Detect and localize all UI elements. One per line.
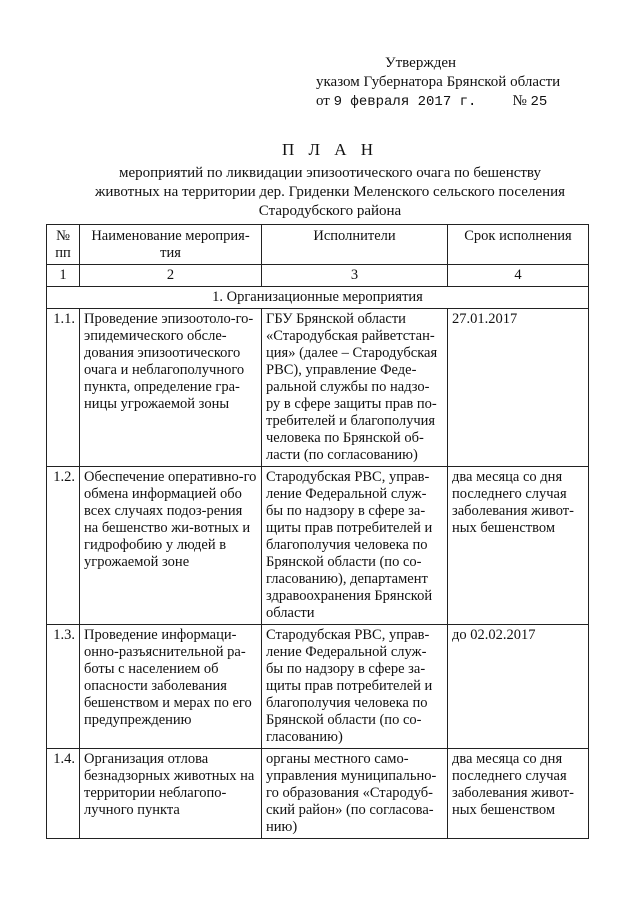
row-executors: ГБУ Брянской области «Стародубская райветстан-ция» (далее – Стародубская РВС), управление Феде-ральной службы по надзо-ру в сфере защиты прав по-требителей и благополучия человека по Брянской об-ласти (по согласованию) xyxy=(262,309,448,467)
table-header-row xyxy=(47,225,589,265)
column-number-row xyxy=(47,265,589,287)
section-row xyxy=(47,287,589,309)
table-row xyxy=(47,309,589,467)
date-prefix: от xyxy=(316,93,330,109)
row-measure: Проведение эпизоотоло-го-эпидемического обсле-дования эпизоотического очага и неблагополучного пункта, определение гра-ницы угрожаемой зоны xyxy=(80,309,262,467)
row-executors: Стародубская РВС, управ-ление Федеральной служ-бы по надзору в сфере за-щиты прав потребителей и благополучия человека по Брянской области (по со-гласованию), департамент здравоохранения Брянской области xyxy=(262,467,448,625)
subtitle-line: мероприятий по ликвидации эпизоотического очага по бешенству xyxy=(118,165,542,181)
document-title-block xyxy=(40,140,620,221)
header-name: Наименование мероприя-тия xyxy=(80,225,262,265)
row-measure: Обеспечение оперативно-го обмена информацией обо всех случаях подоз-рения на бешенство жи-вотных и гидрофобию у людей в угрожаемой зоне xyxy=(80,467,262,625)
row-measure: Организация отлова безнадзорных животных на территории неблагопо-лучного пункта xyxy=(80,749,262,839)
row-number: 1.1. xyxy=(47,309,80,467)
date-line xyxy=(300,92,630,112)
table-row xyxy=(47,749,589,839)
approved-label: Утвержден xyxy=(385,55,457,71)
column-number: 1 xyxy=(47,265,80,287)
plan-table xyxy=(46,224,589,839)
subtitle-line: Стародубского района xyxy=(258,203,402,219)
column-number: 3 xyxy=(262,265,448,287)
table-row xyxy=(47,467,589,625)
row-number: 1.4. xyxy=(47,749,80,839)
document-title: П Л А Н xyxy=(281,140,379,159)
header-number: № пп xyxy=(47,225,80,265)
decree-line: указом Губернатора Брянской области xyxy=(316,74,561,90)
row-deadline: 27.01.2017 xyxy=(448,309,589,467)
row-executors: Стародубская РВС, управ-ление Федеральной служ-бы по надзору в сфере за-щиты прав потребителей и благополучия человека по Брянской области (по со-гласованию) xyxy=(262,625,448,749)
row-measure: Проведение информаци-онно-разъяснительной ра-боты с населением об опасности заболевания бешенством и мерах по его предупреждению xyxy=(80,625,262,749)
row-number: 1.3. xyxy=(47,625,80,749)
row-deadline: два месяца со дня последнего случая заболевания живот-ных бешенством xyxy=(448,467,589,625)
header-executors: Исполнители xyxy=(262,225,448,265)
decree-number: 25 xyxy=(530,94,548,110)
decree-date: 9 февраля 2017 г. xyxy=(333,94,477,110)
column-number: 2 xyxy=(80,265,262,287)
row-deadline: два месяца со дня последнего случая заболевания живот-ных бешенством xyxy=(448,749,589,839)
column-number: 4 xyxy=(448,265,589,287)
approval-block xyxy=(300,54,630,112)
header-deadline: Срок исполнения xyxy=(448,225,589,265)
row-number: 1.2. xyxy=(47,467,80,625)
table-row xyxy=(47,625,589,749)
row-deadline: до 02.02.2017 xyxy=(448,625,589,749)
number-label: № xyxy=(512,93,527,109)
row-executors: органы местного само-управления муниципально-го образования «Стародуб-ский район» (по согласова-нию) xyxy=(262,749,448,839)
section-title: 1. Организационные мероприятия xyxy=(47,287,589,309)
subtitle-line: животных на территории дер. Гриденки Меленского сельского поселения xyxy=(94,184,566,200)
